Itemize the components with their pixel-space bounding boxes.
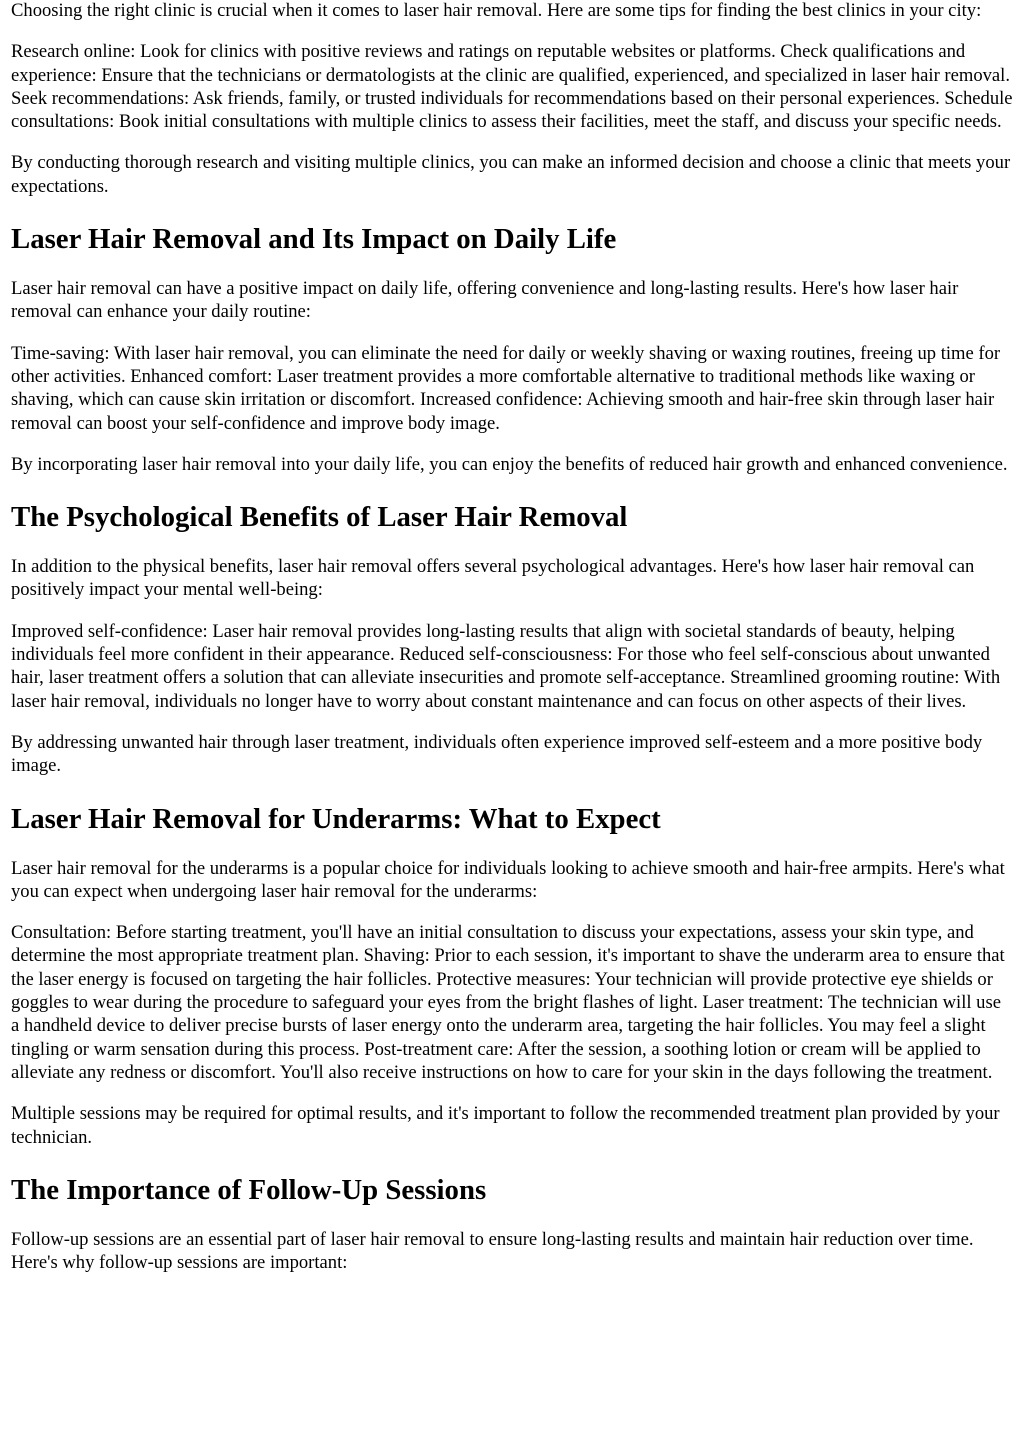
follow-up-paragraph-1: Follow-up sessions are an essential part of laser hair removal to ensure long-lasting results and maintain hair reduction over time. Here's why follow-up sessions are important:	[11, 1228, 974, 1274]
underarms-paragraph-2: Consultation: Before starting treatment, you'll have an initial consultation to discuss your expectations, assess your skin type, and determine the most appropriate treatment plan. Shaving: Prior to each session, it's important to shave the underarm area to ensure that the laser energy is focused on targeting the hair follicles. Protective measures: Your technician will provide protective eye shields or goggles to wear during the procedure to safeguard your eyes from the bright flashes of light. Laser treatment: The technician will use a handheld device to deliver precise bursts of laser energy onto the underarm area, targeting the hair follicles. You may feel a slight tingling or warm sensation during this process. Post-treatment care: After the session, a soothing lotion or cream will be applied to alleviate any redness or discomfort. You'll also receive instructions on how to care for your skin in the days following the treatment.	[11, 922, 1005, 1083]
psychological-paragraph-1: In addition to the physical benefits, laser hair removal offers several psychological advantages. Here's how laser hair removal can positively impact your mental well-being:	[11, 556, 975, 601]
underarms-paragraph-3: Multiple sessions may be required for optimal results, and it's important to follow the recommended treatment plan provided by your technician.	[11, 1103, 1000, 1148]
section-heading-psychological-benefits: The Psychological Benefits of Laser Hair Removal	[11, 501, 628, 534]
intro-paragraph-3: By conducting thorough research and visiting multiple clinics, you can make an informed decision and choose a clinic that meets your expectations.	[11, 152, 1011, 197]
underarms-paragraph-1: Laser hair removal for the underarms is a popular choice for individuals looking to achieve smooth and hair-free armpits. Here's what you can expect when undergoing laser hair removal for the underarms:	[11, 857, 1005, 902]
psychological-paragraph-3: By addressing unwanted hair through laser treatment, individuals often experience improved self-esteem and a more positive body image.	[11, 731, 983, 777]
daily-life-paragraph-3: By incorporating laser hair removal into your daily life, you can enjoy the benefits of reduced hair growth and enhanced convenience.	[11, 453, 1008, 475]
daily-life-paragraph-2: Time-saving: With laser hair removal, you can eliminate the need for daily or weekly shaving or waxing routines, freeing up time for other activities. Enhanced comfort: Laser treatment provides a more comfortable alternative to traditional methods like waxing or shaving, which can cause skin irritation or discomfort. Increased confidence: Achieving smooth and hair-free skin through laser hair removal can boost your self-confidence and improve body image.	[11, 342, 1001, 434]
intro-paragraph-1: Choosing the right clinic is crucial when it comes to laser hair removal. Here are some tips for finding the best clinics in your city:	[11, 0, 982, 21]
section-heading-underarms: Laser Hair Removal for Underarms: What to Expect	[11, 802, 661, 835]
psychological-paragraph-2: Improved self-confidence: Laser hair removal provides long-lasting results that align with societal standards of beauty, helping individuals feel more confident in their appearance. Reduced self-consciousness: For those who feel self-conscious about unwanted hair, laser treatment offers a solution that can alleviate insecurities and promote self-acceptance. Streamlined grooming routine: With laser hair removal, individuals no longer have to worry about constant maintenance and can focus on other aspects of their lives.	[11, 620, 1001, 712]
section-heading-daily-life: Laser Hair Removal and Its Impact on Daily Life	[11, 223, 617, 256]
daily-life-paragraph-1: Laser hair removal can have a positive impact on daily life, offering convenience and long-lasting results. Here's how laser hair removal can enhance your daily routine:	[11, 278, 959, 323]
section-heading-follow-up: The Importance of Follow-Up Sessions	[11, 1173, 487, 1206]
intro-paragraph-2: Research online: Look for clinics with positive reviews and ratings on reputable websites or platforms. Check qualifications and experience: Ensure that the technicians or dermatologists at the clinic are qualified, experienced, and specialized in laser hair removal. Seek recommendations: Ask friends, family, or trusted individuals for recommendations based on their personal experiences. Schedule consultations: Book initial consultations with multiple clinics to assess their facilities, meet the staff, and discuss your specific needs.	[11, 41, 1013, 133]
